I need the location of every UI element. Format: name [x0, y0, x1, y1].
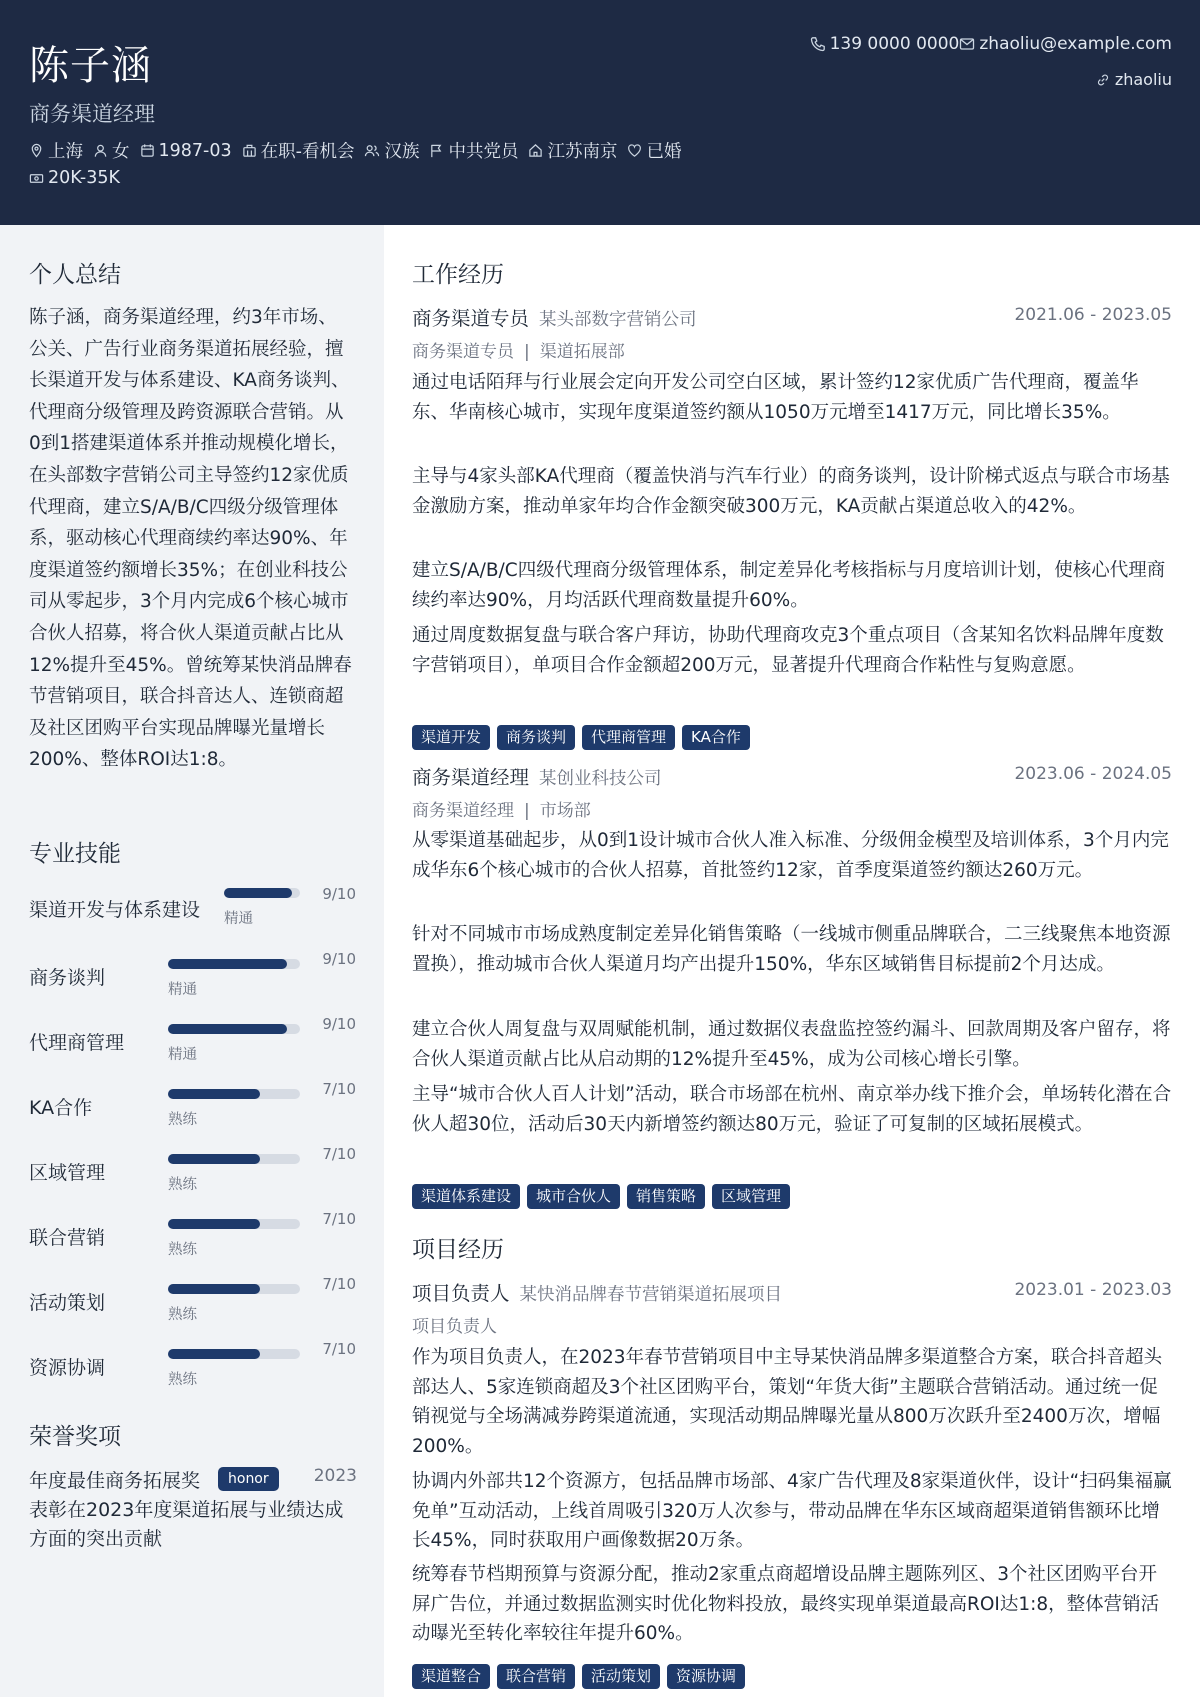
project-bullet-1: 作为项目负责人，在2023年春节营销项目中主导某快消品牌多渠道整合方案，联合抖音超头部达人、5家连锁商超及3个社区团购平台，策划“年货大街”主题联合营销活动。通过统一促销视觉与全场满减券跨渠道流通，实现活动期品牌曝光量从800万次跃升至2400万次，增幅200%。 — [412, 1347, 1163, 1457]
skill-score: 7/10 — [322, 1340, 356, 1358]
skill-progress-bar — [224, 888, 300, 898]
job-2-tags — [412, 1184, 797, 1209]
skill-name: KA合作 — [29, 1097, 93, 1119]
skill-name: 渠道开发与体系建设 — [29, 899, 201, 921]
skill-level: 熟练 — [168, 1177, 197, 1193]
skill-level: 熟练 — [168, 1372, 197, 1388]
money-icon — [29, 171, 44, 186]
tag: 活动策划 — [582, 1664, 660, 1689]
summary-text: 陈子涵，商务渠道经理，约3年市场、公关、广告行业商务渠道拓展经验，擅长渠道开发与体系建设、KA商务谈判、代理商分级管理及跨资源联合营销。从0到1搭建渠道体系并推动规模化增长，在头部数字营销公司主导签约12家优质代理商，建立S/A/B/C四级分级管理体系，驱动核心代理商续约率达90%、年度渠道签约额增长35%；在创业科技公司从零起步，3个月内完成6个核心城市合伙人招募，将合伙人渠道贡献占比从12%提升至45%。曾统筹某快消品牌春节营销项目，联合抖音达人、连锁商超及社区团购平台实现品牌曝光量增长200%、整体ROI达1:8。 — [29, 307, 352, 771]
candidate-title: 商务渠道经理 — [29, 102, 155, 126]
skill-progress-bar — [168, 1154, 300, 1164]
skill-score: 7/10 — [322, 1080, 356, 1098]
skill-level: 熟练 — [168, 1242, 197, 1258]
skill-level: 精通 — [224, 911, 253, 927]
skill-level: 精通 — [168, 982, 197, 998]
skill-progress-fill — [168, 1349, 260, 1359]
tag: 渠道体系建设 — [412, 1184, 520, 1209]
skill-progress-fill — [168, 1154, 260, 1164]
tag: 销售策略 — [627, 1184, 705, 1209]
skill-progress-bar — [168, 1219, 300, 1229]
honor-badge: honor — [218, 1467, 279, 1491]
honor-description: 表彰在2023年度渠道拓展与业绩达成方面的突出贡献 — [29, 1499, 344, 1550]
job-2-subline — [412, 796, 591, 821]
skill-name: 联合营销 — [29, 1227, 106, 1249]
people-icon — [364, 143, 380, 158]
meta-birth: 1987-03 — [140, 141, 232, 161]
job-2-position: 商务渠道经理 — [412, 801, 514, 821]
project-date: 2023.01 - 2023.03 — [1014, 1280, 1172, 1300]
mail-icon — [959, 36, 975, 52]
honor-name: 年度最佳商务拓展奖 — [29, 1470, 201, 1492]
tag: 资源协调 — [667, 1664, 745, 1689]
project-role: 项目负责人 — [412, 1282, 510, 1305]
meta-ethnicity: 汉族 — [364, 138, 419, 163]
project-bullet-2: 协调内外部共12个资源方，包括品牌市场部、4家广告代理及8家渠道伙伴，设计“扫码集福赢免单”互动活动，上线首周吸引320万人次参与，带动品牌在华东区域商超渠道销售额环比增长45%，同时获取用户画像数据20万条。 — [412, 1471, 1172, 1551]
honors-heading: 荣誉奖项 — [29, 1424, 121, 1450]
skill-item — [29, 1015, 359, 1071]
meta-status: 在职-看机会 — [242, 138, 355, 163]
project-heading: 项目经历 — [412, 1237, 504, 1263]
skill-name: 代理商管理 — [29, 1032, 125, 1054]
skill-item — [29, 885, 359, 941]
skill-level: 熟练 — [168, 1307, 197, 1323]
job-1-separator: | — [524, 342, 530, 362]
link-icon — [1096, 73, 1110, 87]
personal-info-row — [29, 138, 691, 163]
job-2-bullet-1: 从零渠道基础起步，从0到1设计城市合伙人准入标准、分级佣金模型及培训体系，3个月内完成华东6个核心城市的合伙人招募，首批签约12家，首季度渠道签约额达260万元。 — [412, 830, 1169, 881]
job-1-bullet-4: 通过周度数据复盘与联合客户拜访，协助代理商攻克3个重点项目（含某知名饮料品牌年度数字营销项目），单项目合作金额超200万元，显著提升代理商合作粘性与复购意愿。 — [412, 625, 1164, 676]
skill-score: 7/10 — [322, 1210, 356, 1228]
job-2-role: 商务渠道经理 — [412, 766, 530, 789]
meta-city: 上海 — [29, 138, 83, 163]
skill-item — [29, 1340, 359, 1396]
skill-progress-bar — [168, 1024, 300, 1034]
tag: 代理商管理 — [582, 725, 675, 750]
job-2-date: 2023.06 - 2024.05 — [1014, 764, 1172, 784]
skill-progress-fill — [168, 1089, 260, 1099]
summary-heading: 个人总结 — [29, 262, 121, 288]
job-1-position: 商务渠道专员 — [412, 342, 514, 362]
social-handle[interactable]: zhaoliu — [1096, 70, 1172, 89]
skill-progress-fill — [168, 1024, 287, 1034]
skill-item — [29, 1275, 359, 1331]
meta-marital: 已婚 — [627, 138, 681, 163]
skill-name: 区域管理 — [29, 1162, 106, 1184]
candidate-name: 陈子涵 — [29, 43, 152, 89]
location-pin-icon — [29, 143, 44, 158]
skill-item — [29, 1210, 359, 1266]
project-bullet-3: 统筹春节档期预算与资源分配，推动2家重点商超增设品牌主题陈列区、3个社区团购平台开屏广告位，并通过数据监测实时优化物料投放，最终实现单渠道最高ROI达1:8，整体营销活动曝光至转化率较往年提升60%。 — [412, 1564, 1160, 1644]
skill-level: 熟练 — [168, 1112, 197, 1128]
job-2-bullet-2: 针对不同城市市场成熟度制定差异化销售策略（一线城市侧重品牌联合，二三线聚焦本地资源置换），推动城市合伙人渠道月均产出提升150%，华东区域销售目标提前2个月达成。 — [412, 924, 1171, 975]
skill-progress-bar — [168, 1284, 300, 1294]
job-1-bullet-3: 建立S/A/B/C四级代理商分级管理体系，制定差异化考核指标与月度培训计划，使核心代理商续约率达90%，月均活跃代理商数量提升60%。 — [412, 560, 1166, 611]
resume-header — [0, 0, 1200, 225]
tag: 渠道整合 — [412, 1664, 490, 1689]
job-1-subline — [412, 337, 625, 362]
tag: KA合作 — [682, 725, 750, 750]
heart-icon — [627, 143, 642, 158]
skill-score: 9/10 — [322, 885, 356, 903]
tag: 城市合伙人 — [527, 1184, 620, 1209]
tag: 联合营销 — [497, 1664, 575, 1689]
job-2-company: 某创业科技公司 — [539, 769, 662, 789]
flag-icon — [429, 143, 444, 158]
skill-item — [29, 1145, 359, 1201]
job-1-company: 某头部数字营销公司 — [539, 310, 697, 330]
meta-salary: 20K-35K — [29, 168, 120, 188]
contact-row — [810, 34, 1172, 54]
skill-name: 活动策划 — [29, 1292, 106, 1314]
job-1-department: 渠道拓展部 — [539, 342, 625, 362]
skill-score: 9/10 — [322, 1015, 356, 1033]
skill-progress-fill — [168, 1219, 260, 1229]
skill-progress-fill — [224, 888, 292, 898]
skill-progress-bar — [168, 959, 300, 969]
skill-name: 资源协调 — [29, 1357, 106, 1379]
skill-score: 7/10 — [322, 1145, 356, 1163]
job-2-department: 市场部 — [539, 801, 591, 821]
skill-score: 7/10 — [322, 1275, 356, 1293]
job-1-header — [412, 303, 1172, 331]
project-position: 项目负责人 — [412, 1317, 497, 1337]
skill-progress-bar — [168, 1349, 300, 1359]
email[interactable]: zhaoliu@example.com — [959, 34, 1172, 54]
job-1-tags — [412, 725, 757, 750]
meta-hometown: 江苏南京 — [528, 138, 617, 163]
skill-item — [29, 1080, 359, 1136]
tag: 区域管理 — [712, 1184, 790, 1209]
meta-politics: 中共党员 — [429, 138, 518, 163]
meta-gender: 女 — [93, 138, 130, 163]
skills-heading: 专业技能 — [29, 841, 121, 867]
job-1-bullet-2: 主导与4家头部KA代理商（覆盖快消与汽车行业）的商务谈判，设计阶梯式返点与联合市场基金激励方案，推动单家年均合作金额突破300万元，KA贡献占渠道总收入的42%。 — [412, 466, 1170, 517]
user-icon — [93, 143, 108, 158]
job-1-role: 商务渠道专员 — [412, 307, 530, 330]
job-1-bullet-1: 通过电话陌拜与行业展会定向开发公司空白区域，累计签约12家优质广告代理商，覆盖华东、华南核心城市，实现年度渠道签约额从1050万元增至1417万元，同比增长35%。 — [412, 372, 1139, 423]
phone-icon — [810, 36, 826, 52]
building-icon — [242, 143, 257, 158]
job-1-date: 2021.06 - 2023.05 — [1014, 305, 1172, 325]
work-heading: 工作经历 — [412, 262, 504, 288]
skill-item — [29, 950, 359, 1006]
tag: 渠道开发 — [412, 725, 490, 750]
skill-name: 商务谈判 — [29, 967, 106, 989]
job-2-header — [412, 762, 1172, 790]
job-2-bullet-4: 主导“城市合伙人百人计划”活动，联合市场部在杭州、南京举办线下推介会，单场转化潜在合伙人超30位，活动后30天内新增签约额达80万元，验证了可复制的区域拓展模式。 — [412, 1084, 1172, 1135]
tag: 商务谈判 — [497, 725, 575, 750]
skill-progress-bar — [168, 1089, 300, 1099]
job-2-bullet-3: 建立合伙人周复盘与双周赋能机制，通过数据仪表盘监控签约漏斗、回款周期及客户留存，将合伙人渠道贡献占比从启动期的12%提升至45%，成为公司核心增长引擎。 — [412, 1019, 1171, 1070]
job-2-separator: | — [524, 801, 530, 821]
skill-score: 9/10 — [322, 950, 356, 968]
salary-row — [29, 168, 130, 188]
home-icon — [528, 143, 543, 158]
project-header — [412, 1278, 1172, 1306]
calendar-icon — [140, 143, 155, 158]
project-name: 某快消品牌春节营销渠道拓展项目 — [519, 1285, 783, 1305]
skill-progress-fill — [168, 1284, 260, 1294]
phone[interactable]: 139 0000 0000 — [810, 34, 960, 54]
project-tags — [412, 1664, 752, 1689]
honor-year: 2023 — [313, 1466, 357, 1486]
skill-progress-fill — [168, 959, 287, 969]
skill-level: 精通 — [168, 1047, 197, 1063]
